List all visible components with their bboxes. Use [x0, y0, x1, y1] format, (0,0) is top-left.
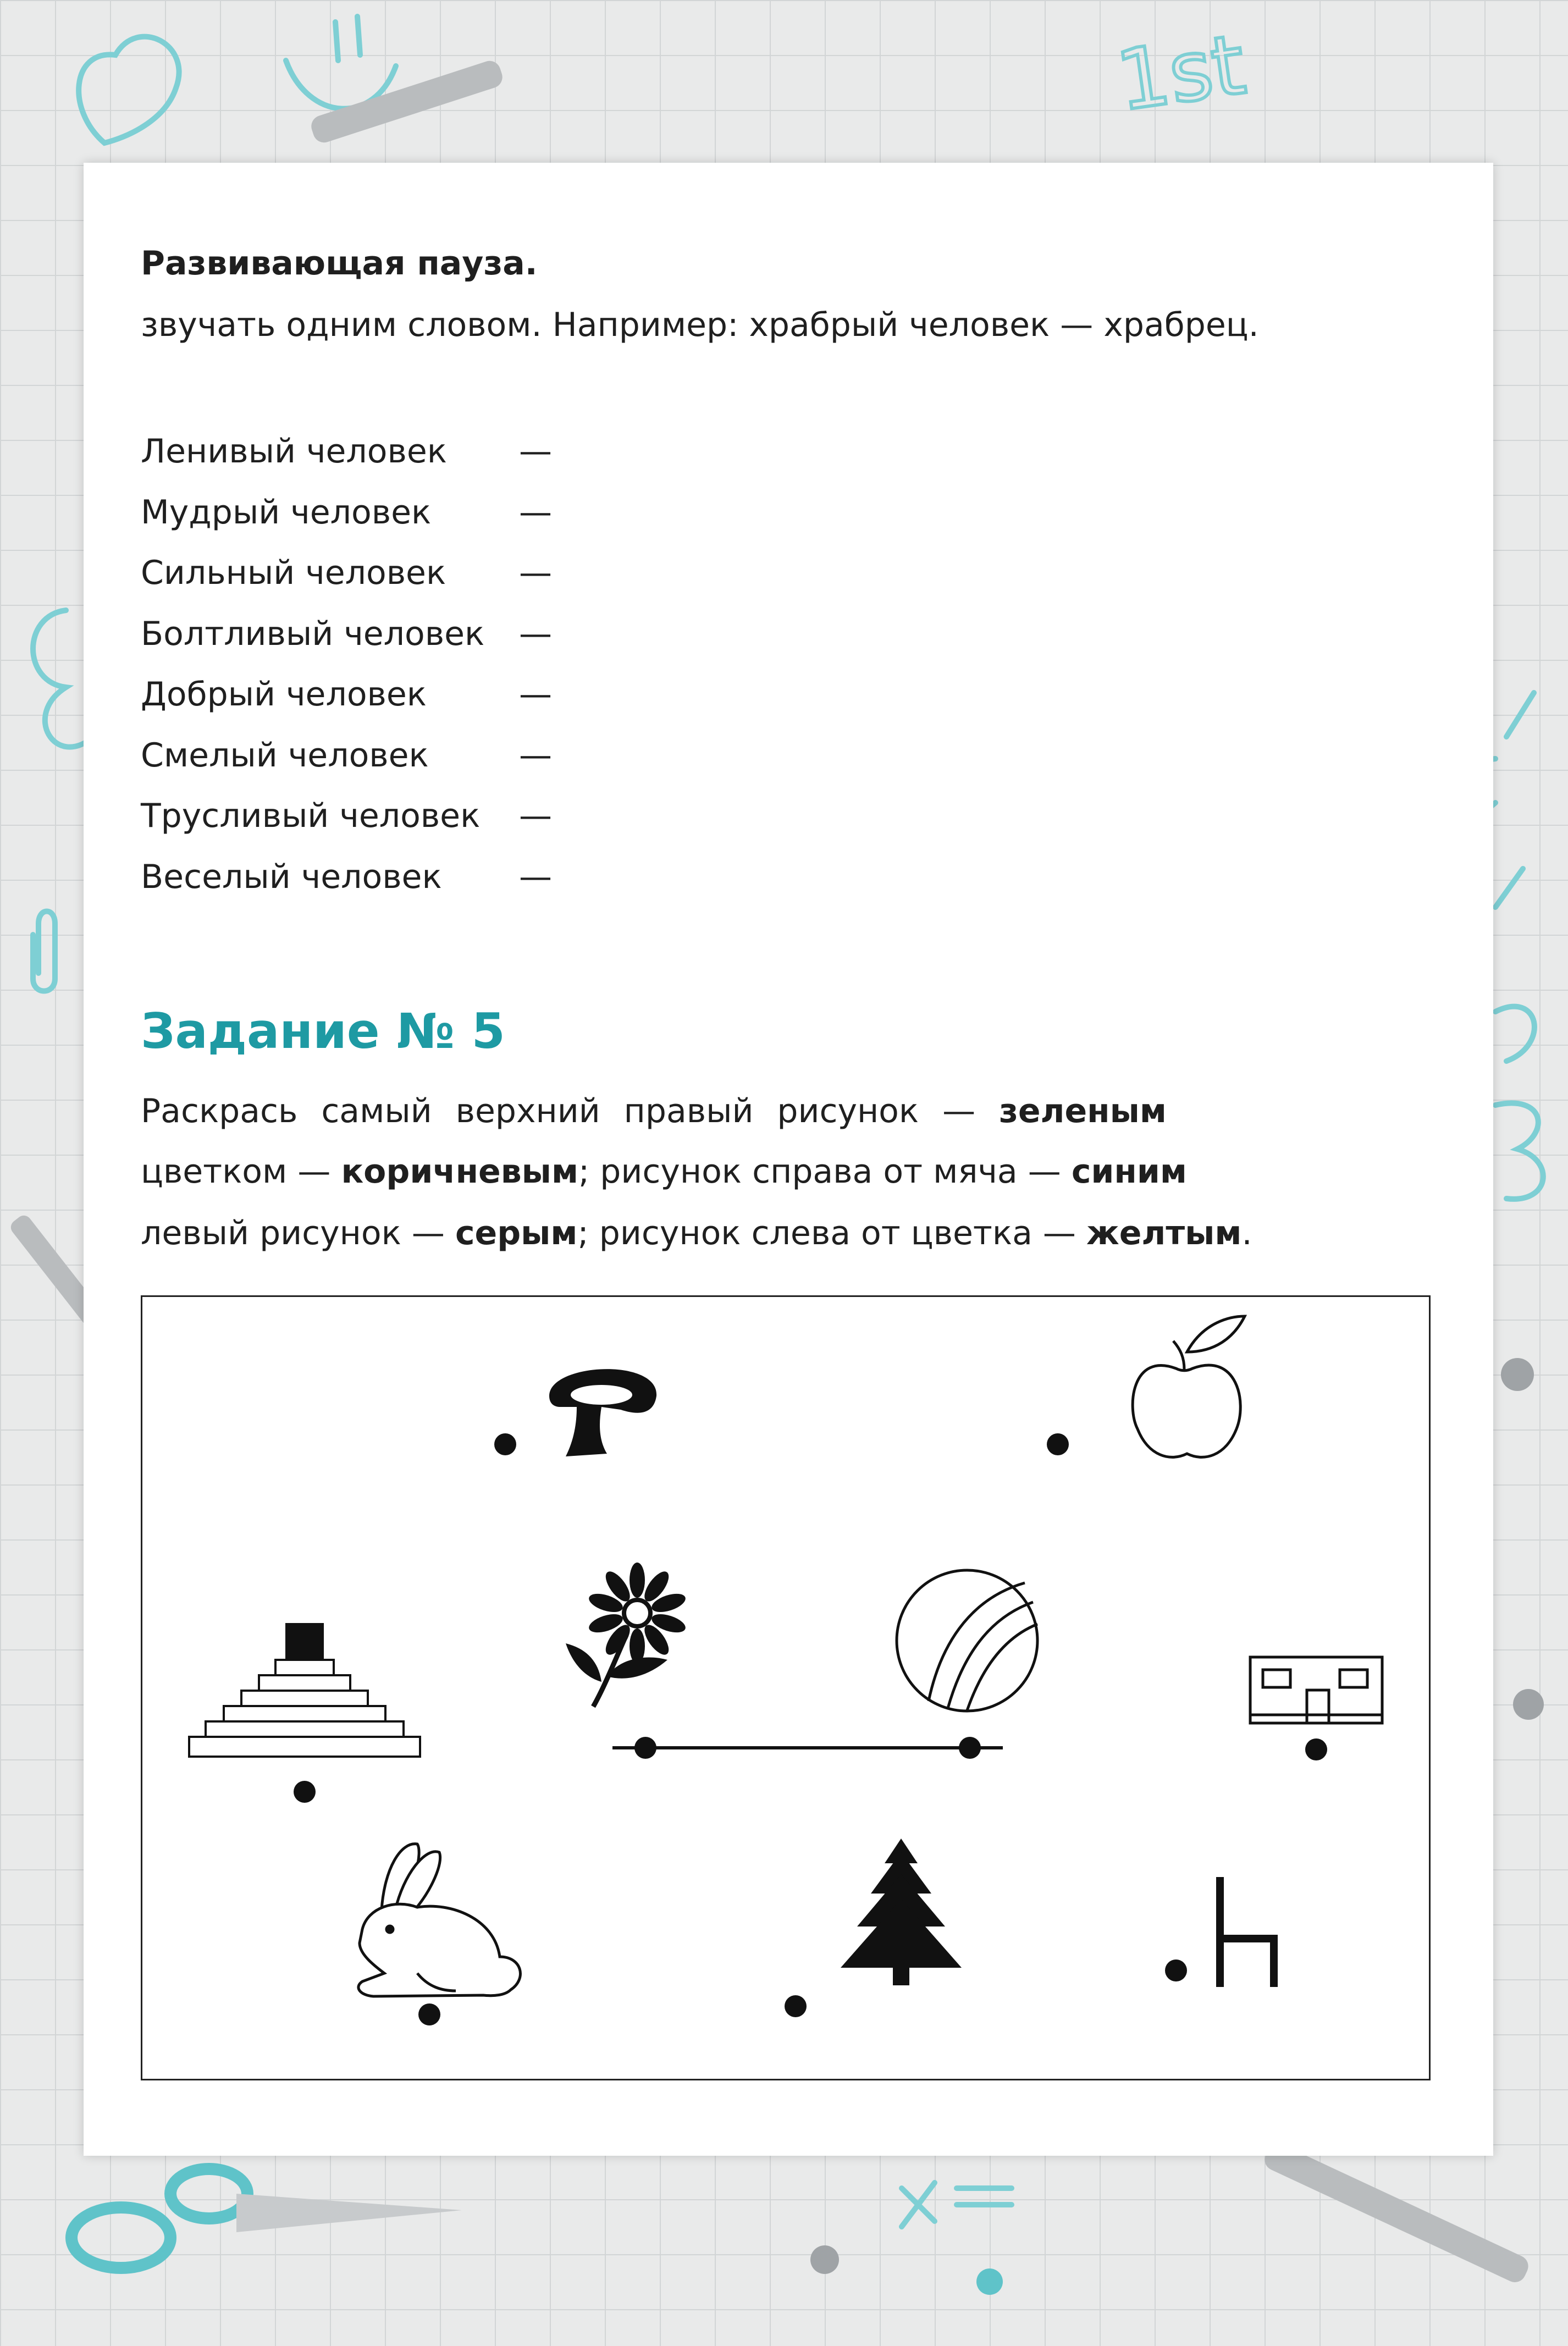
word-phrase: Мудрый человек	[141, 493, 432, 532]
pyramid-picture[interactable]	[189, 1624, 420, 1803]
task-word: —	[942, 1092, 976, 1130]
worksheet-page	[84, 163, 1493, 2156]
task-text: ; рисунок справа от мяча —	[578, 1152, 1072, 1191]
chair-picture[interactable]	[1165, 1877, 1278, 1987]
rabbit-dot	[418, 2003, 440, 2025]
word-row	[141, 786, 636, 847]
word-phrase: Ленивый человек	[141, 432, 447, 471]
word-row	[141, 725, 636, 786]
intro-instruction: звучать одним словом. Например: храбрый человек — храбрец.	[141, 306, 1259, 344]
first-doodle-text: 1st	[1111, 16, 1251, 130]
task-text: ; рисунок слева от цветка —	[577, 1214, 1087, 1252]
smiley-doodle	[286, 16, 396, 109]
word-dash: —	[519, 554, 552, 592]
word-list	[141, 421, 636, 907]
ball-picture[interactable]	[897, 1570, 1037, 1711]
word-phrase: Добрый человек	[141, 675, 427, 714]
word-phrase: Трусливый человек	[141, 797, 481, 835]
task-color-brown: коричневым	[341, 1152, 578, 1191]
fir-tree-picture[interactable]	[785, 1839, 962, 2017]
word-row	[141, 664, 636, 725]
apple-dot	[1047, 1433, 1069, 1455]
task-color-yellow: желтым	[1086, 1214, 1242, 1252]
flower-picture[interactable]	[566, 1563, 688, 1707]
word-dash: —	[519, 857, 552, 896]
task-word: рисунок	[777, 1092, 919, 1130]
heart-doodle	[79, 37, 179, 143]
word-phrase: Веселый человек	[141, 857, 442, 896]
house-picture[interactable]	[1250, 1657, 1382, 1760]
task-word: верхний	[455, 1092, 600, 1130]
word-row	[141, 421, 636, 482]
fir-tree-dot	[785, 1995, 807, 2017]
task-color-blue: синим	[1071, 1152, 1187, 1191]
scissors-doodle	[71, 2169, 247, 2268]
intro-title: Развивающая пауза.	[141, 244, 538, 283]
rabbit-picture[interactable]	[358, 1844, 520, 2025]
task-text: цветком —	[141, 1152, 341, 1191]
paperclip-doodle	[33, 912, 55, 991]
task-line-3	[141, 1214, 1252, 1252]
flower-dot	[634, 1737, 656, 1759]
word-dash: —	[519, 614, 552, 653]
task-line-2	[141, 1152, 1187, 1191]
apple-picture[interactable]	[1047, 1316, 1245, 1457]
word-phrase: Сильный человек	[141, 554, 446, 592]
task-word: правый	[623, 1092, 754, 1130]
word-row	[141, 604, 636, 665]
chair-dot	[1165, 1959, 1187, 1981]
task-color-green: зеленым	[998, 1092, 1167, 1130]
task-color-gray: серым	[455, 1214, 578, 1252]
word-phrase: Смелый человек	[141, 736, 429, 775]
pyramid-dot	[294, 1781, 316, 1803]
mushroom-picture[interactable]	[494, 1369, 656, 1456]
word-row	[141, 482, 636, 543]
task-text: левый рисунок —	[141, 1214, 455, 1252]
task-line-1	[141, 1092, 1167, 1130]
task-title: Задание № 5	[141, 1003, 505, 1059]
task-text: .	[1241, 1214, 1252, 1252]
word-row	[141, 847, 636, 908]
ball-dot	[959, 1737, 981, 1759]
word-dash: —	[519, 493, 552, 532]
connector-line	[612, 1737, 1003, 1759]
mushroom-dot	[494, 1433, 516, 1455]
pencil-doodle	[308, 58, 505, 146]
equals-doodle	[902, 2183, 1012, 2227]
pencil-bottom-doodle	[1261, 2140, 1532, 2286]
word-phrase: Болтливый человек	[141, 614, 485, 653]
word-dash: —	[519, 432, 552, 471]
word-dash: —	[519, 797, 552, 835]
word-dash: —	[519, 736, 552, 775]
task-word: самый	[321, 1092, 432, 1130]
picture-grid	[141, 1295, 1431, 2080]
number-doodle	[1495, 1007, 1543, 1199]
house-dot	[1305, 1738, 1327, 1760]
task-word: Раскрась	[141, 1092, 298, 1130]
word-row	[141, 543, 636, 604]
word-dash: —	[519, 675, 552, 714]
